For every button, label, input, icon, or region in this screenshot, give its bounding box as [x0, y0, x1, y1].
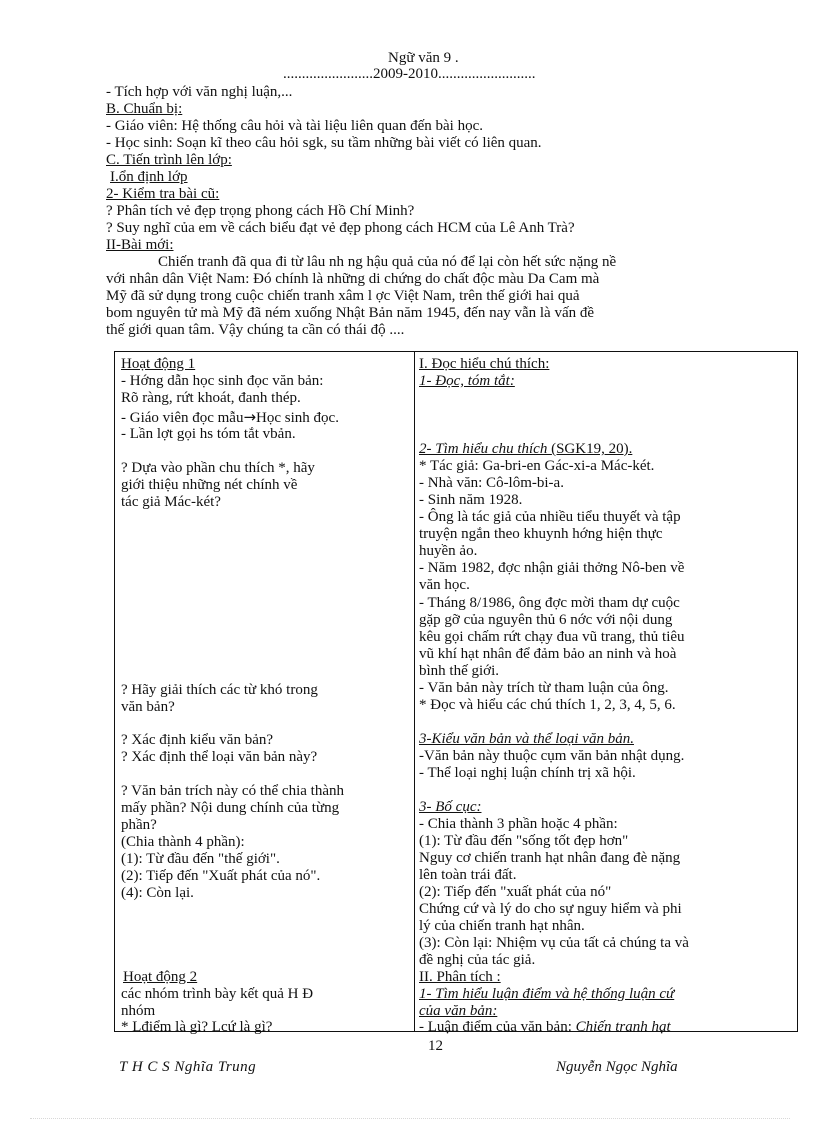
content-line: - Văn bản này trích từ tham luận của ông. [419, 680, 669, 696]
header-subject: Ngữ văn 9 . [388, 50, 459, 66]
lesson-table [114, 351, 798, 1035]
activity-line: các nhóm trình bày kết quả H Đ [121, 986, 314, 1002]
content-line: lên toàn trái đất. [419, 867, 517, 883]
activity-line: Rõ ràng, rứt khoát, đanh thép. [121, 390, 301, 406]
content-line: gặp gỡ của nguyên thủ 6 nớc với nội dung [419, 612, 673, 628]
activity-question: ? Xác định kiểu văn bản? [121, 732, 274, 748]
activity-line: - Hớng dẫn học sinh đọc văn bản: [121, 373, 324, 389]
content-line: Chứng cứ và lý do cho sự nguy hiểm và phi [419, 901, 682, 917]
content-line: truyện ngắn theo khuynh hớng hiện thực [419, 526, 663, 542]
intro-paragraph-line: thế giới quan tâm. Vậy chúng ta cần có thái độ .... [106, 322, 405, 338]
content-subheading: 1- Tìm hiểu luận điểm và hệ thống luận cứ [419, 986, 675, 1002]
activity-question: văn bản? [121, 699, 175, 715]
content-line: bình thế giới. [419, 663, 500, 679]
activity-heading: Hoạt động 2 [123, 969, 198, 985]
page-number: 12 [428, 1038, 443, 1054]
footer-school: T H C S Nghĩa Trung [119, 1059, 257, 1075]
activity-line: (4): Còn lại. [121, 885, 194, 901]
content-heading: I. Đọc hiểu chú thích: [419, 356, 550, 372]
content-line: - Sinh năm 1928. [419, 492, 523, 508]
activity-question: ? Văn bản trích này có thể chia thành [121, 783, 344, 799]
activity-line-text: Học sinh đọc. [256, 410, 339, 426]
header-year: ........................2009-2010.......................... [283, 66, 536, 82]
content-line: (3): Còn lại: Nhiệm vụ của tất cả chúng ta và [419, 935, 689, 951]
content-line: lý của chiến tranh hạt nhân. [419, 918, 585, 934]
content-line: * Tác giả: Ga-bri-en Gác-xi-a Mác-két. [419, 458, 655, 474]
activity-question: ? Hãy giải thích các từ khó trong [121, 682, 318, 698]
content-line: huyền ảo. [419, 543, 478, 559]
intro-paragraph-line: với nhân dân Việt Nam: Đó chính là những di chứng do chất độc màu Da Cam mà [106, 271, 600, 287]
content-line: đề nghị của tác giả. [419, 952, 536, 968]
content-line: - Ông là tác giả của nhiều tiểu thuyết và tập [419, 509, 681, 525]
activity-question: ? Xác định thể loại văn bản này? [121, 749, 318, 765]
content-line: kêu gọi chấm rứt chạy đua vũ trang, thủ tiêu [419, 629, 685, 645]
content-line: (2): Tiếp đến "xuất phát của nó" [419, 884, 612, 900]
intro-question: ? Phân tích vẻ đẹp trọng phong cách Hồ Chí Minh? [106, 203, 415, 219]
intro-line: - Giáo viên: Hệ thống câu hỏi và tài liệu liên quan đến bài học. [106, 118, 483, 134]
content-line: Nguy cơ chiến tranh hạt nhân đang đè nặng [419, 850, 681, 866]
content-subheading [419, 441, 632, 458]
activity-question: tác giả Mác-két? [121, 494, 221, 510]
content-subheading: 3- Bố cục: [419, 799, 482, 815]
content-line: - Nhà văn: Cô-lôm-bi-a. [419, 475, 564, 491]
intro-paragraph-line: bom nguyên tử mà Mỹ đã ném xuống Nhật Bản năm 1945, đến nay vẫn là vấn đề [106, 305, 595, 321]
intro-paragraph-line: Chiến tranh đã qua đi từ lâu nh ng hậu quả của nó để lại còn hết sức nặng nề [158, 254, 617, 270]
content-subheading-ref: (SGK19, 20). [551, 441, 633, 457]
activity-question: ? Dựa vào phần chu thích *, hãy [121, 460, 315, 476]
footer-author: Nguyễn Ngọc Nghĩa [556, 1059, 678, 1075]
content-subheading: 3-Kiểu văn bản và thể loại văn bản. [419, 731, 634, 747]
arrow-right-icon: → [243, 408, 257, 426]
table-column-divider [414, 352, 415, 1031]
activity-question: phần? [121, 817, 157, 833]
content-line-text: - Luận điểm của văn bản: [419, 1019, 576, 1035]
page-bottom-border [30, 1118, 790, 1120]
content-subheading: 1- Đọc, tóm tắt: [419, 373, 515, 389]
activity-heading: Hoạt động 1 [121, 356, 196, 372]
section-heading-review: 2- Kiểm tra bài cũ: [106, 186, 220, 202]
section-heading-preparation: B. Chuẩn bị: [106, 101, 183, 117]
activity-line: - Lần lợt gọi hs tóm tắt vbản. [121, 426, 296, 442]
content-line: * Đọc và hiểu các chú thích 1, 2, 3, 4, 5, 6. [419, 697, 676, 713]
content-line [419, 1019, 671, 1036]
activity-line: (2): Tiếp đến "Xuất phát của nó". [121, 868, 321, 884]
activity-line: (Chia thành 4 phần): [121, 834, 245, 850]
content-line: -Văn bản này thuộc cụm văn bản nhật dụng. [419, 748, 685, 764]
content-subheading: của văn bản: [419, 1003, 498, 1019]
activity-line: nhóm [121, 1003, 156, 1019]
content-subheading-text: 2- Tìm hiểu chu thích [419, 441, 552, 457]
content-line: vũ khí hạt nhân để đảm bảo an ninh và hoà [419, 646, 677, 662]
content-line: văn học. [419, 577, 470, 593]
activity-line: (1): Từ đầu đến "thế giới". [121, 851, 280, 867]
activity-question: * Lđiểm là gì? Lcứ là gì? [121, 1019, 273, 1035]
content-line: - Thể loại nghị luận chính trị xã hội. [419, 765, 636, 781]
activity-question: giới thiệu những nét chính về [121, 477, 298, 493]
intro-paragraph-line: Mỹ đã sử dụng trong cuộc chiến tranh xâm l ợc Việt Nam, trên thế giới hai quả [106, 288, 580, 304]
content-line-emphasis: Chiến tranh hạt [575, 1019, 671, 1035]
content-line: (1): Từ đầu đến "sống tốt đẹp hơn" [419, 833, 629, 849]
section-heading-procedure: C. Tiến trình lên lớp: [106, 152, 232, 168]
activity-question: mấy phần? Nội dung chính của từng [121, 800, 340, 816]
section-heading-new-lesson: II-Bài mới: [106, 237, 174, 253]
content-line: - Năm 1982, đợc nhận giải thởng Nô-ben về [419, 560, 685, 576]
section-heading-class-order: I.ổn định lớp [110, 169, 188, 185]
activity-line-text: - Giáo viên đọc mẫu [121, 410, 244, 426]
activity-line [121, 409, 339, 427]
content-line: - Tháng 8/1986, ông đợc mời tham dự cuộc [419, 595, 680, 611]
content-line: - Chia thành 3 phần hoặc 4 phần: [419, 816, 618, 832]
content-heading: II. Phân tích : [419, 969, 501, 985]
intro-question: ? Suy nghĩ của em về cách biểu đạt vẻ đẹp phong cách HCM của Lê Anh Trà? [106, 220, 575, 236]
intro-line: - Tích hợp với văn nghị luận,... [106, 84, 293, 100]
intro-line: - Học sinh: Soạn kĩ theo câu hỏi sgk, su tầm những bài viết có liên quan. [106, 135, 542, 151]
